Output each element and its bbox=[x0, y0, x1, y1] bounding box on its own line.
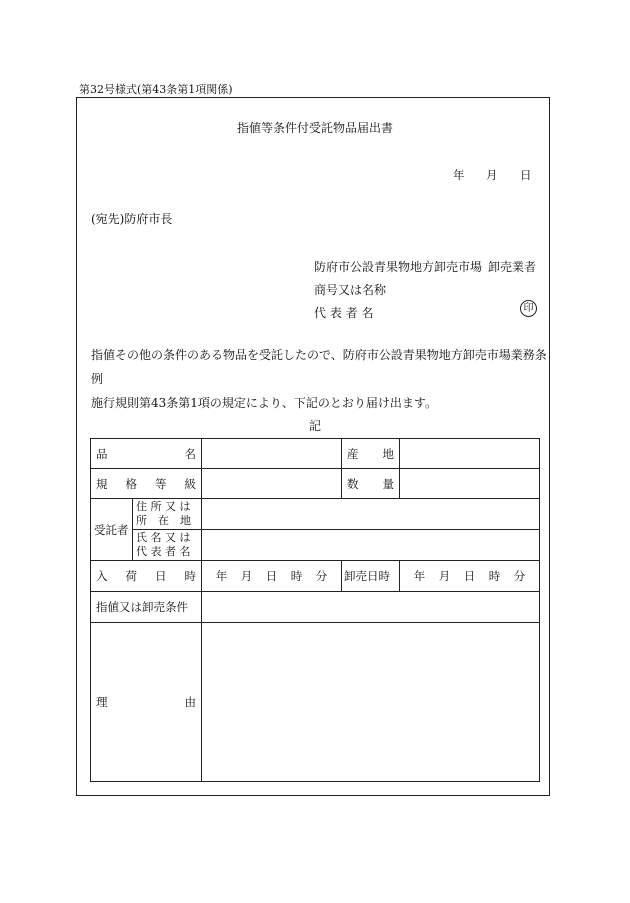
label-conditions: 指値又は卸売条件 bbox=[91, 592, 202, 623]
row-name bbox=[91, 530, 540, 561]
detail-table bbox=[90, 438, 540, 782]
field-arrival-datetime[interactable]: 年 月 日 時 分 bbox=[202, 561, 342, 592]
field-conditions[interactable] bbox=[202, 592, 540, 623]
addressee: (宛先)防府市長 bbox=[91, 212, 173, 226]
label-consignor: 受託者 bbox=[91, 499, 133, 561]
label-origin: 産 地 bbox=[342, 439, 400, 469]
body-line-2: 施行規則第43条第1項の規定により、下記のとおり届け出ます。 bbox=[91, 396, 437, 410]
sender-trade-name: 商号又は名称 bbox=[314, 283, 387, 297]
label-address: 住 所 又 は 所 在 地 bbox=[133, 499, 202, 530]
label-product-name: 品 名 bbox=[91, 439, 202, 469]
seal-mark: 印 bbox=[520, 300, 537, 317]
date-day-label: 日 bbox=[520, 168, 532, 182]
row-conditions bbox=[91, 592, 540, 623]
date-month-label: 月 bbox=[486, 168, 498, 182]
label-grade: 規 格 等 級 bbox=[91, 469, 202, 499]
row-address bbox=[91, 499, 540, 530]
label-reason: 理 由 bbox=[91, 623, 202, 782]
date-year-label: 年 bbox=[453, 168, 465, 182]
label-quantity: 数 量 bbox=[342, 469, 400, 499]
ki-heading: 記 bbox=[308, 419, 321, 433]
label-arrival-datetime: 入 荷 日 時 bbox=[91, 561, 202, 592]
sender-representative: 代 表 者 名 bbox=[314, 306, 374, 320]
label-sale-datetime: 卸売日時 bbox=[342, 561, 400, 592]
sender-role: 卸売業者 bbox=[488, 260, 537, 274]
field-origin[interactable] bbox=[400, 439, 540, 469]
document-title: 指値等条件付受託物品届出書 bbox=[236, 121, 393, 135]
row-datetime bbox=[91, 561, 540, 592]
body-text bbox=[91, 343, 551, 415]
row-reason bbox=[91, 623, 540, 782]
row-product bbox=[91, 439, 540, 469]
sender-market: 防府市公設青果物地方卸売市場 bbox=[314, 260, 483, 274]
field-reason[interactable] bbox=[202, 623, 540, 782]
field-address[interactable] bbox=[202, 499, 540, 530]
row-grade bbox=[91, 469, 540, 499]
field-name[interactable] bbox=[202, 530, 540, 561]
field-quantity[interactable] bbox=[400, 469, 540, 499]
field-product-name[interactable] bbox=[202, 439, 342, 469]
form-number-label: 第32号様式(第43条第1項関係) bbox=[79, 83, 233, 96]
label-name: 氏 名 又 は 代 表 者 名 bbox=[133, 530, 202, 561]
field-sale-datetime[interactable]: 年 月 日 時 分 bbox=[400, 561, 540, 592]
body-line-1: 指値その他の条件のある物品を受託したので、防府市公設青果物地方卸売市場業務条例 bbox=[91, 348, 547, 386]
field-grade[interactable] bbox=[202, 469, 342, 499]
